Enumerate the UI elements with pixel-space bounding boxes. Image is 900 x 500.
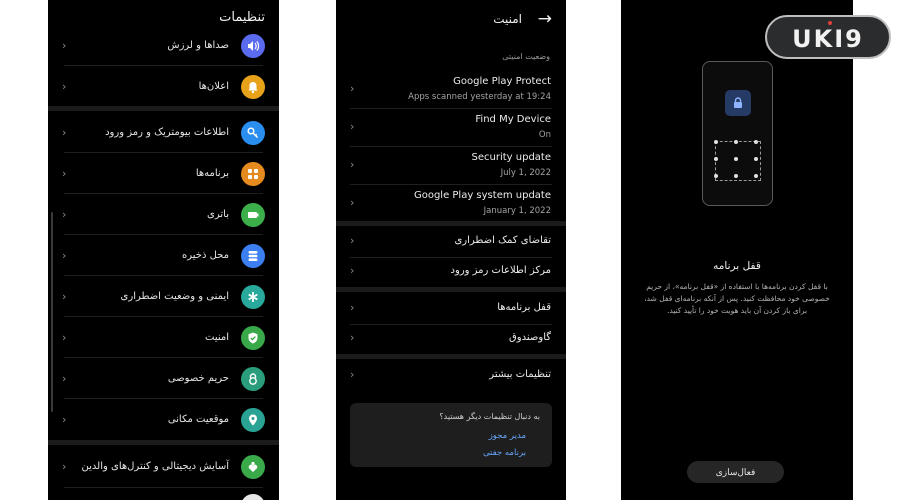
chevron-left-icon: ‹ — [62, 413, 67, 426]
settings-item-sounds[interactable] — [48, 25, 279, 66]
list-item-find-my-device[interactable] — [336, 112, 566, 144]
phone-illustration — [702, 61, 773, 206]
settings-item-label: امنیت — [205, 332, 229, 343]
chevron-left-icon: ‹ — [62, 208, 67, 221]
chevron-left-icon: ‹ — [350, 82, 355, 95]
settings-item-label: آسایش دیجیتالی و کنترل‌های والدین — [81, 461, 229, 472]
item-title: Google Play Protect — [453, 76, 551, 87]
item-subtitle: Apps scanned yesterday at 19:24 — [408, 92, 551, 102]
chevron-left-icon: ‹ — [350, 196, 355, 209]
item-subtitle: On — [538, 130, 551, 140]
chevron-left-icon: ‹ — [62, 460, 67, 473]
chevron-left-icon: ‹ — [62, 39, 67, 52]
chevron-left-icon: ‹ — [62, 372, 67, 385]
bell-icon — [241, 75, 265, 99]
app-bar — [336, 8, 566, 32]
chevron-left-icon: ‹ — [62, 290, 67, 303]
chevron-left-icon: ‹ — [350, 301, 355, 314]
settings-item-biometrics[interactable] — [48, 112, 279, 153]
shield-check-icon — [241, 326, 265, 350]
list-item-security-update[interactable] — [336, 150, 566, 182]
chevron-left-icon: ‹ — [350, 120, 355, 133]
settings-item-digital-wellbeing[interactable] — [48, 446, 279, 487]
next-item-icon — [241, 494, 265, 500]
section-separator — [48, 440, 279, 445]
section-separator — [336, 287, 566, 292]
location-pin-icon — [241, 408, 265, 432]
chevron-left-icon: ‹ — [350, 331, 355, 344]
settings-item-label: ایمنی و وضعیت اضطراری — [120, 291, 229, 302]
apps-grid-icon — [241, 162, 265, 186]
settings-item-label: صداها و لرزش — [167, 40, 229, 51]
app-lock-screen — [621, 0, 853, 500]
chevron-left-icon: ‹ — [62, 249, 67, 262]
chevron-left-icon: ‹ — [62, 80, 67, 93]
item-title: مرکز اطلاعات رمز ورود — [450, 265, 551, 276]
section-separator — [336, 221, 566, 226]
item-subtitle: January 1, 2022 — [483, 206, 551, 216]
dual-app-link[interactable]: برنامه جفتی — [482, 448, 526, 458]
chevron-left-icon: ‹ — [350, 234, 355, 247]
volume-icon — [241, 34, 265, 58]
divider — [350, 324, 552, 325]
asterisk-icon — [241, 285, 265, 309]
privacy-lock-icon — [241, 367, 265, 391]
settings-item-storage[interactable] — [48, 235, 279, 276]
list-item-app-lock[interactable] — [336, 299, 566, 319]
digital-wellbeing-icon — [241, 455, 265, 479]
security-screen — [336, 0, 566, 500]
chevron-left-icon: ‹ — [62, 126, 67, 139]
item-title: Security update — [471, 152, 551, 163]
settings-item-label: محل ذخیره — [182, 250, 229, 261]
padlock-icon — [725, 90, 751, 116]
pattern-lock-grid — [715, 141, 761, 181]
settings-item-location[interactable] — [48, 399, 279, 440]
section-separator — [48, 106, 279, 111]
site-logo — [765, 15, 891, 59]
divider — [64, 487, 263, 488]
battery-icon — [241, 203, 265, 227]
item-title: تنظیمات بیشتر — [489, 369, 551, 380]
item-title: Google Play system update — [413, 190, 551, 201]
svg-text:UKI9: UKI9 — [792, 25, 864, 53]
settings-item-label: حریم خصوصی — [167, 373, 229, 384]
settings-item-safety[interactable] — [48, 276, 279, 317]
back-arrow-icon[interactable]: → — [537, 9, 552, 29]
section-separator — [336, 354, 566, 359]
settings-screen — [48, 0, 279, 500]
app-lock-description: با قفل کردن برنامه‌ها با استفاده از «قفل برنامه»، از حریم خصوصی خود محافظت کنید. پس از آنکه برنامه‌ای قفل شد، برای باز کردن آن باید هویت خود را تأیید کنید. — [644, 282, 830, 315]
chevron-left-icon: ‹ — [62, 167, 67, 180]
settings-item-battery[interactable] — [48, 194, 279, 235]
settings-item-label: موقعیت مکانی — [167, 414, 229, 425]
chevron-left-icon: ‹ — [62, 331, 67, 344]
divider — [350, 108, 552, 109]
list-item-passkey-center[interactable] — [336, 262, 566, 282]
settings-item-security[interactable] — [48, 317, 279, 358]
list-item-play-system-update[interactable] — [336, 188, 566, 220]
key-icon — [241, 121, 265, 145]
storage-icon — [241, 244, 265, 268]
chevron-left-icon: ‹ — [350, 264, 355, 277]
permission-manager-link[interactable]: مدیر مجوز — [488, 431, 526, 441]
settings-item-label: برنامه‌ها — [195, 168, 229, 179]
settings-item-label: باتری — [207, 209, 229, 220]
settings-item-privacy[interactable] — [48, 358, 279, 399]
list-item-emergency-sos[interactable] — [336, 232, 566, 252]
item-title: تقاضای کمک اضطراری — [454, 235, 551, 246]
item-title: گاوصندوق — [509, 332, 551, 343]
settings-title: تنظیمات — [219, 10, 265, 25]
page-title: امنیت — [493, 12, 522, 26]
app-lock-title: قفل برنامه — [713, 260, 761, 272]
settings-item-label: اطلاعات بیومتریک و رمز ورود — [105, 127, 229, 138]
suggestion-card — [350, 403, 552, 467]
item-subtitle: July 1, 2022 — [500, 168, 551, 178]
card-question: به دنبال تنظیمات دیگر هستید؟ — [439, 412, 540, 421]
chevron-left-icon: ‹ — [350, 368, 355, 381]
list-item-more-settings[interactable] — [336, 366, 566, 386]
item-title: Find My Device — [475, 114, 551, 125]
divider — [350, 257, 552, 258]
activate-button[interactable]: فعال‌سازی — [687, 461, 784, 483]
divider — [350, 184, 552, 185]
settings-item-apps[interactable] — [48, 153, 279, 194]
list-item-vault[interactable] — [336, 329, 566, 349]
section-header: وضعیت امنیتی — [502, 52, 550, 61]
settings-item-notifications[interactable] — [48, 66, 279, 107]
divider — [350, 146, 552, 147]
settings-item-label: اعلان‌ها — [198, 81, 229, 92]
item-title: قفل برنامه‌ها — [497, 302, 551, 313]
list-item-play-protect[interactable] — [336, 74, 566, 106]
chevron-left-icon: ‹ — [350, 158, 355, 171]
